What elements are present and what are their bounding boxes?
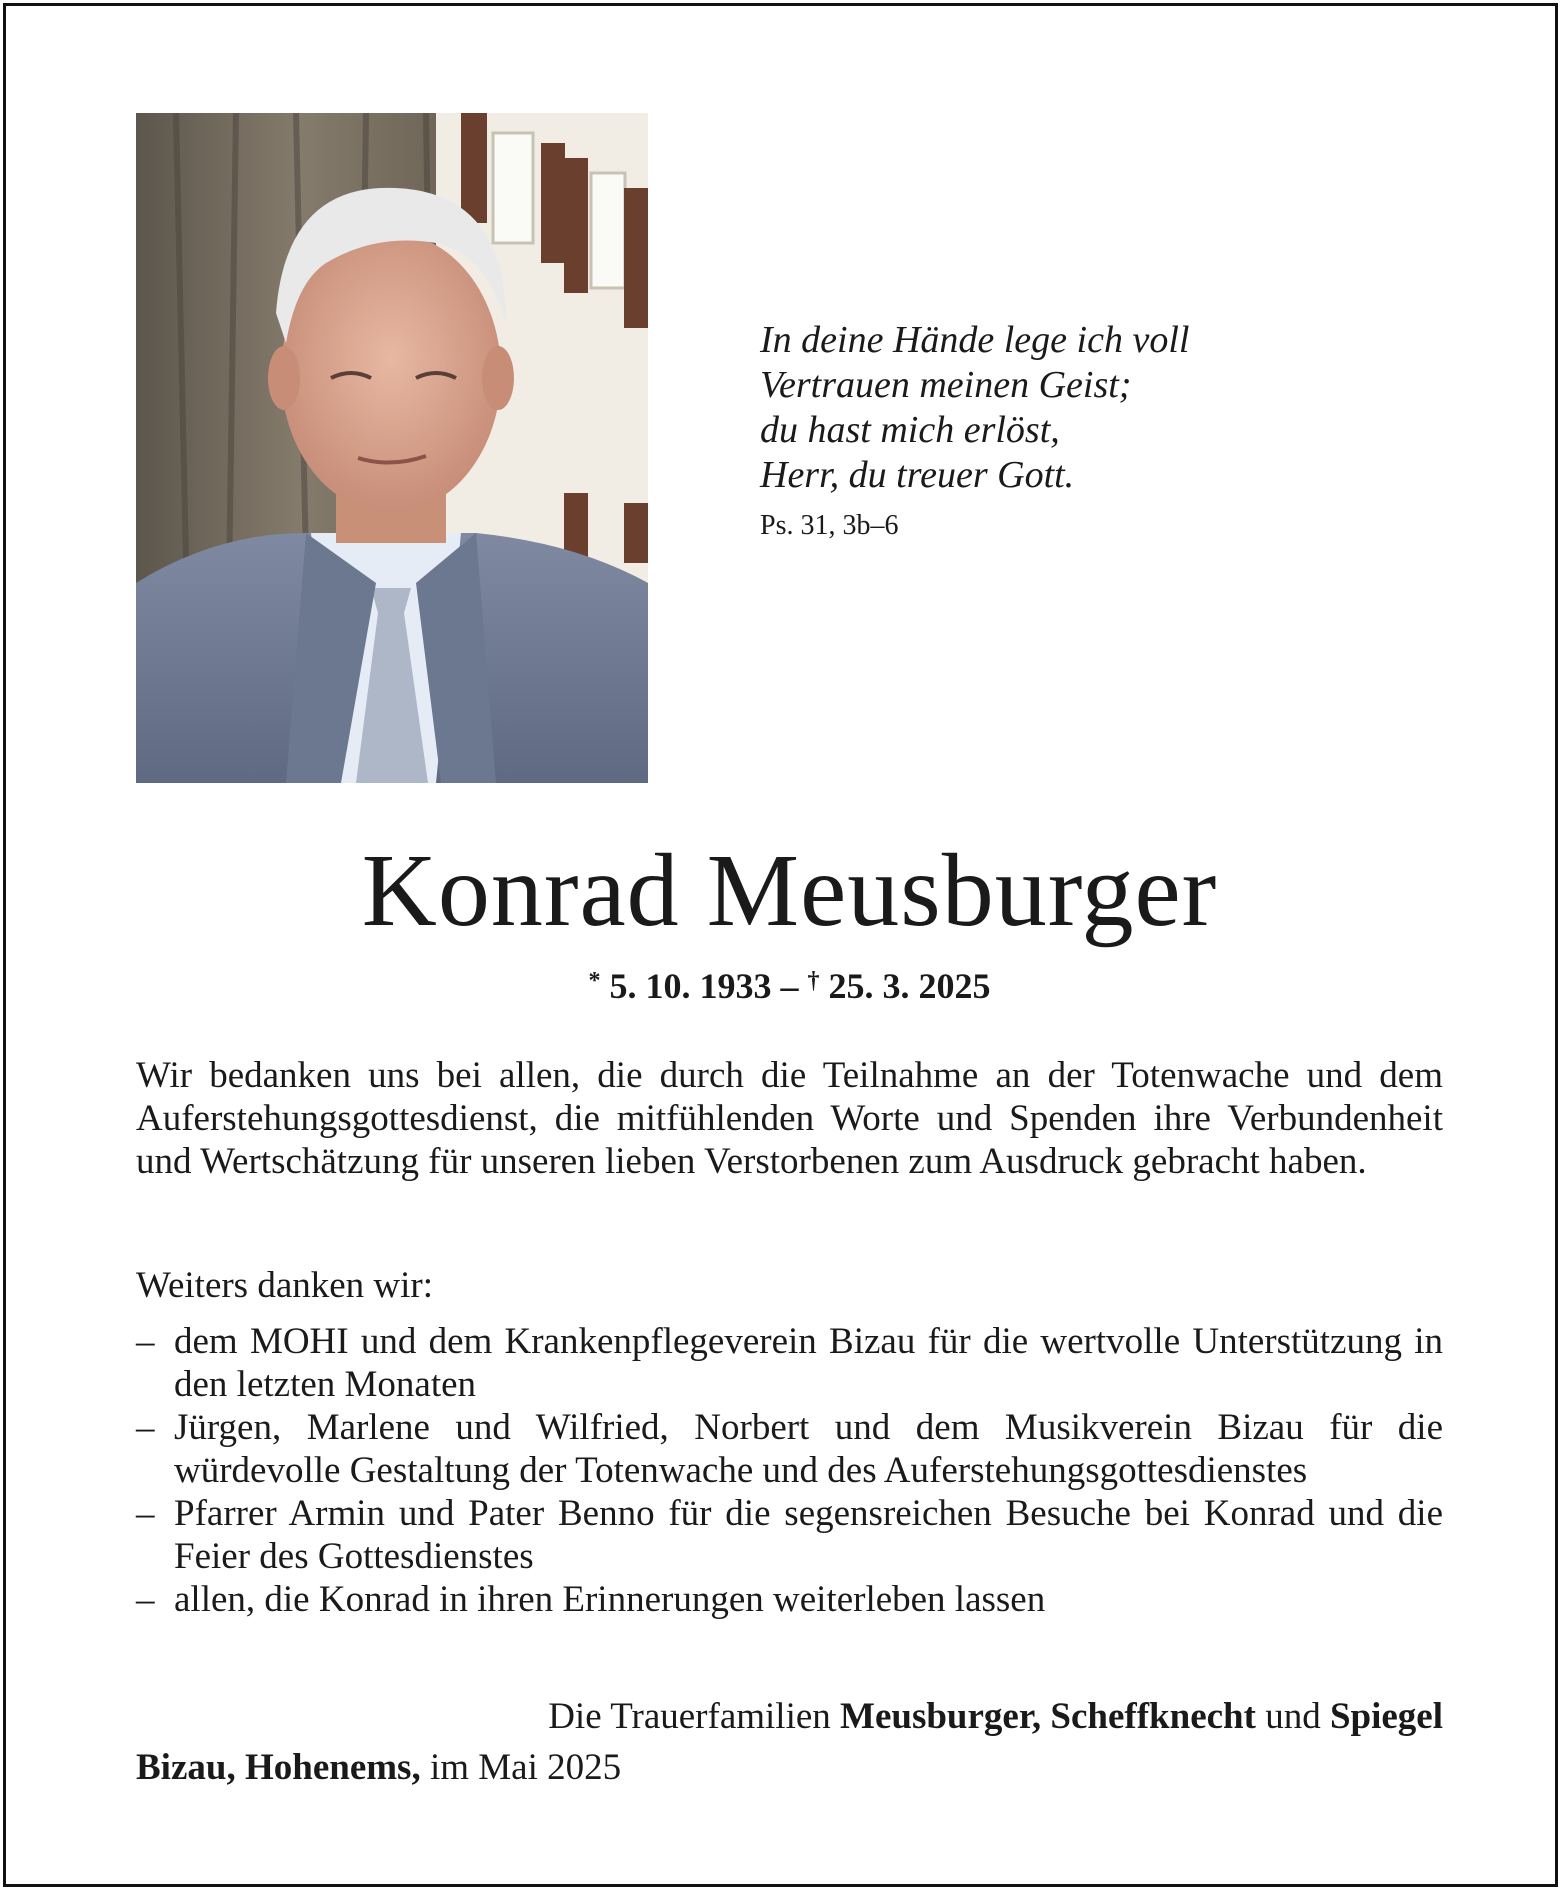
portrait-photo [136,113,648,783]
quote-line: du hast mich erlöst, [760,409,1060,451]
signature-conjunction: und [1265,1696,1321,1737]
portrait-illustration [136,113,648,783]
date-separator: – [780,966,799,1006]
notice-frame [3,3,1558,1887]
life-dates [136,958,1443,1009]
places: Bizau, Hohenems, [136,1747,421,1788]
family-name-spiegel: Spiegel [1329,1696,1443,1737]
thanks-heading: Weiters danken wir: [136,1265,434,1306]
signature-prefix: Die Trauerfamilien [548,1696,831,1737]
birth-date: 5. 10. 1933 [609,966,772,1006]
family-name-scheffknecht: Scheffknecht [1050,1696,1256,1737]
quote-line: Vertrauen meinen Geist; [760,364,1132,406]
family-name-meusburger: Meusburger, [840,1696,1042,1737]
list-item: – Jürgen, Marlene und Wilfried, Norbert und dem Musikverein Bizau für die würdevolle Gestaltung der Totenwache und des Auferstehungsgottesdienstes [136,1406,1443,1492]
family-signature [136,1695,1443,1738]
death-symbol: † [807,968,820,994]
deceased-name: Konrad Meusburger [361,833,1218,948]
birth-symbol: * [588,968,601,994]
list-item: – Pfarrer Armin und Pater Benno für die segensreichen Besuche bei Konrad und die Feier des Gottesdienstes [136,1492,1443,1578]
place-and-date [136,1746,1443,1789]
intro-paragraph: Wir bedanken uns bei allen, die durch die Teilnahme an der Totenwache und dem Auferstehungsgottesdienst, die mitfühlenden Worte und Spenden ihre Verbundenheit und Wertschätzung für unseren lieben Verstorbenen zum Ausdruck gebracht haben. [136,1055,1443,1182]
death-date: 25. 3. 2025 [828,966,991,1006]
quote-reference: Ps. 31, 3b–6 [760,510,899,541]
quote-line: Herr, du treuer Gott. [760,454,1075,496]
thanks-list [136,1320,1443,1621]
list-item: – dem MOHI und dem Krankenpflegeverein Bizau für die wertvolle Unterstützung in den letzten Monaten [136,1320,1443,1406]
list-item: – allen, die Konrad in ihren Erinnerungen weiterleben lassen [136,1578,1443,1621]
quote-line: In deine Hände lege ich voll [760,319,1190,361]
notice-date: im Mai 2025 [429,1747,622,1788]
psalm-quote [760,318,1280,542]
